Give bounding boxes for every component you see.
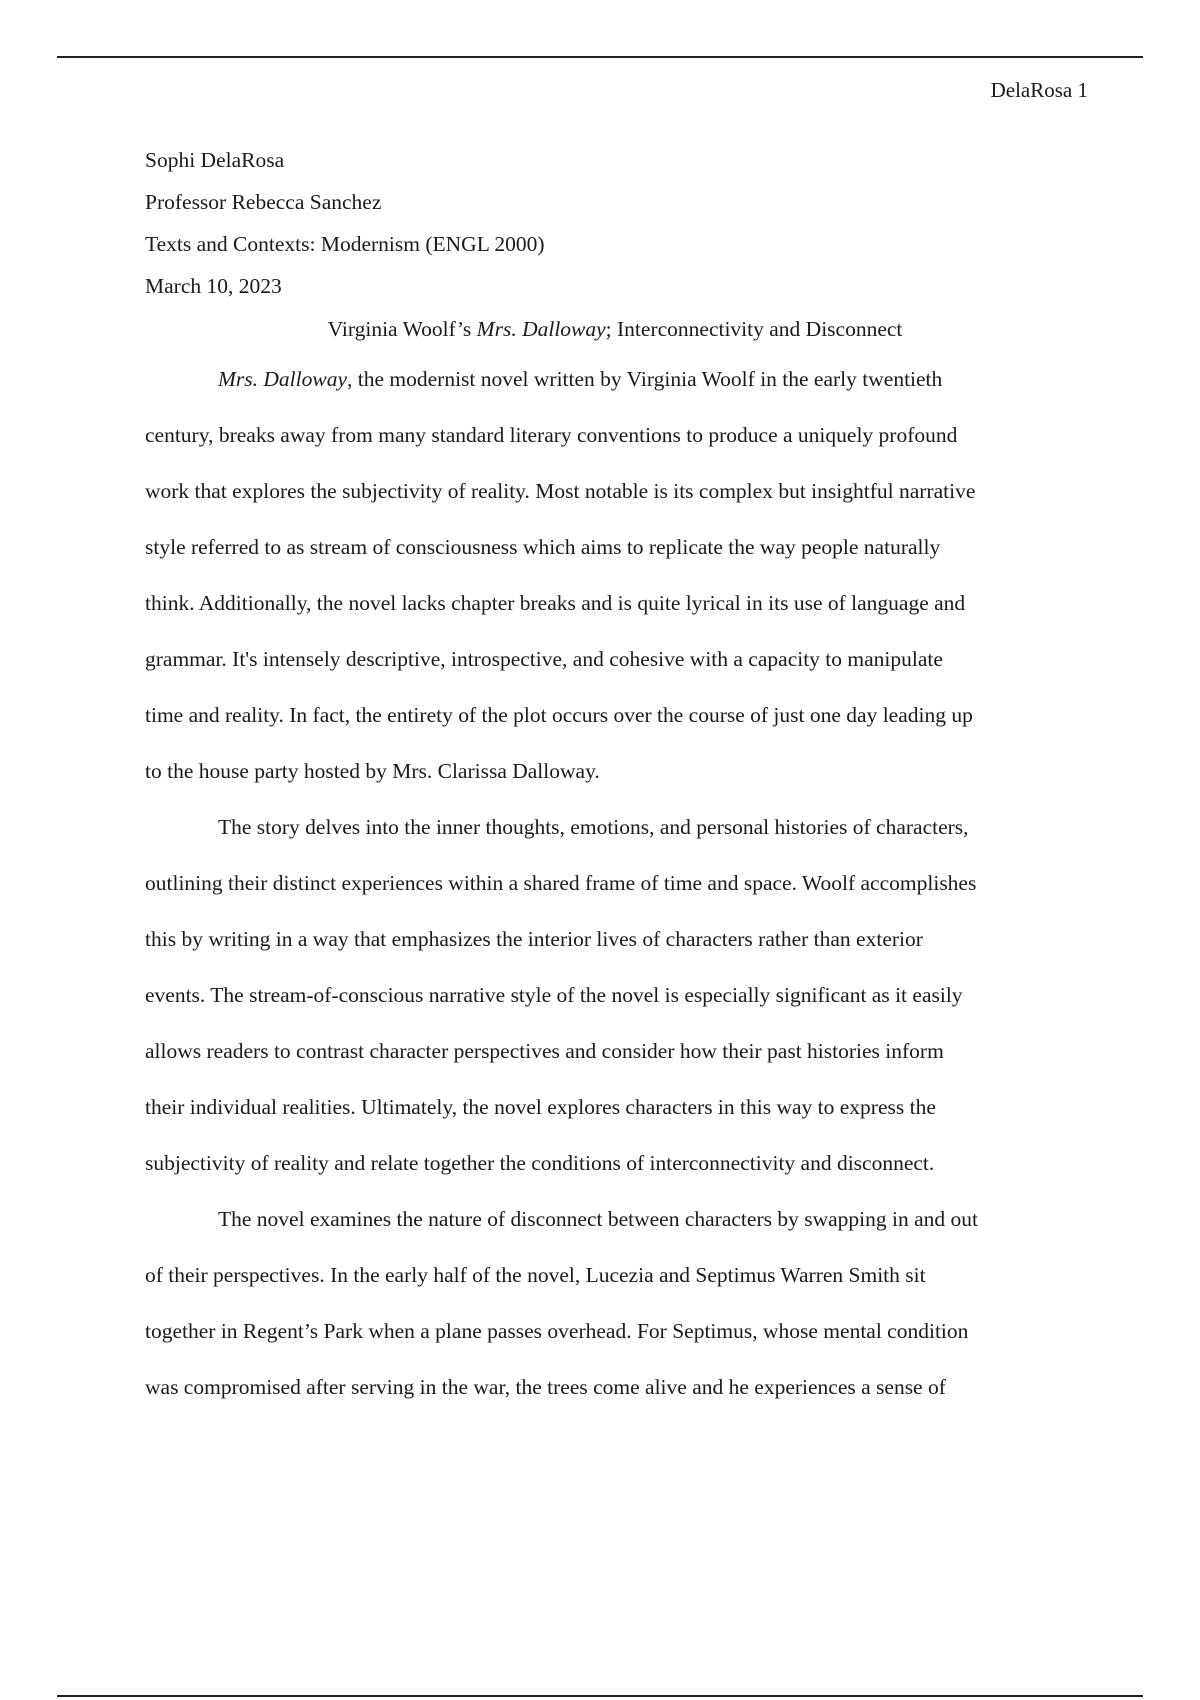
body-line: grammar. It's intensely descriptive, introspective, and cohesive with a capacity to manipulate (145, 647, 943, 671)
title-prefix: Virginia Woolf’s (327, 317, 477, 341)
title-suffix: ; Interconnectivity and Disconnect (605, 317, 903, 341)
body-line: style referred to as stream of consciousness which aims to replicate the way people naturally (145, 535, 941, 559)
body-line-text: , the modernist novel written by Virginia Woolf in the early twentieth (347, 367, 943, 391)
bottom-rule (57, 1695, 1143, 1697)
body-line: this by writing in a way that emphasizes the interior lives of characters rather than exterior (145, 927, 923, 951)
body-line: century, breaks away from many standard literary conventions to produce a uniquely profound (145, 423, 958, 447)
course-name: Texts and Contexts: Modernism (ENGL 2000) (145, 232, 545, 256)
body-line: The novel examines the nature of disconnect between characters by swapping in and out (218, 1207, 978, 1231)
title-italic: Mrs. Dalloway (476, 317, 606, 341)
body-line: events. The stream-of-conscious narrative style of the novel is especially significant as it easily (145, 983, 963, 1007)
mla-heading (145, 147, 1085, 315)
essay-title (145, 316, 1085, 342)
body-line: together in Regent’s Park when a plane passes overhead. For Septimus, whose mental condition (145, 1319, 969, 1343)
body-line: of their perspectives. In the early half of the novel, Lucezia and Septimus Warren Smith sit (145, 1263, 926, 1287)
body-line: was compromised after serving in the war, the trees come alive and he experiences a sense of (145, 1375, 946, 1399)
professor-name: Professor Rebecca Sanchez (145, 190, 382, 214)
body-line: think. Additionally, the novel lacks chapter breaks and is quite lyrical in its use of language and (145, 591, 966, 615)
body-line: their individual realities. Ultimately, the novel explores characters in this way to express the (145, 1095, 936, 1119)
body-line: subjectivity of reality and relate together the conditions of interconnectivity and disconnect. (145, 1151, 935, 1175)
body-line: to the house party hosted by Mrs. Clarissa Dalloway. (145, 759, 600, 783)
body-line: time and reality. In fact, the entirety of the plot occurs over the course of just one day leading up (145, 703, 973, 727)
body-italic-title: Mrs. Dalloway (218, 367, 347, 391)
essay-body (145, 366, 1095, 1430)
body-line: allows readers to contrast character perspectives and consider how their past histories inform (145, 1039, 944, 1063)
top-rule (57, 56, 1143, 58)
body-line: outlining their distinct experiences within a shared frame of time and space. Woolf accomplishes (145, 871, 977, 895)
body-line: work that explores the subjectivity of reality. Most notable is its complex but insightful narrative (145, 479, 976, 503)
body-line (145, 366, 1095, 422)
essay-date: March 10, 2023 (145, 274, 282, 298)
body-line: The story delves into the inner thoughts, emotions, and personal histories of characters, (218, 815, 969, 839)
running-head: DelaRosa 1 (990, 78, 1088, 102)
student-name: Sophi DelaRosa (145, 148, 285, 172)
